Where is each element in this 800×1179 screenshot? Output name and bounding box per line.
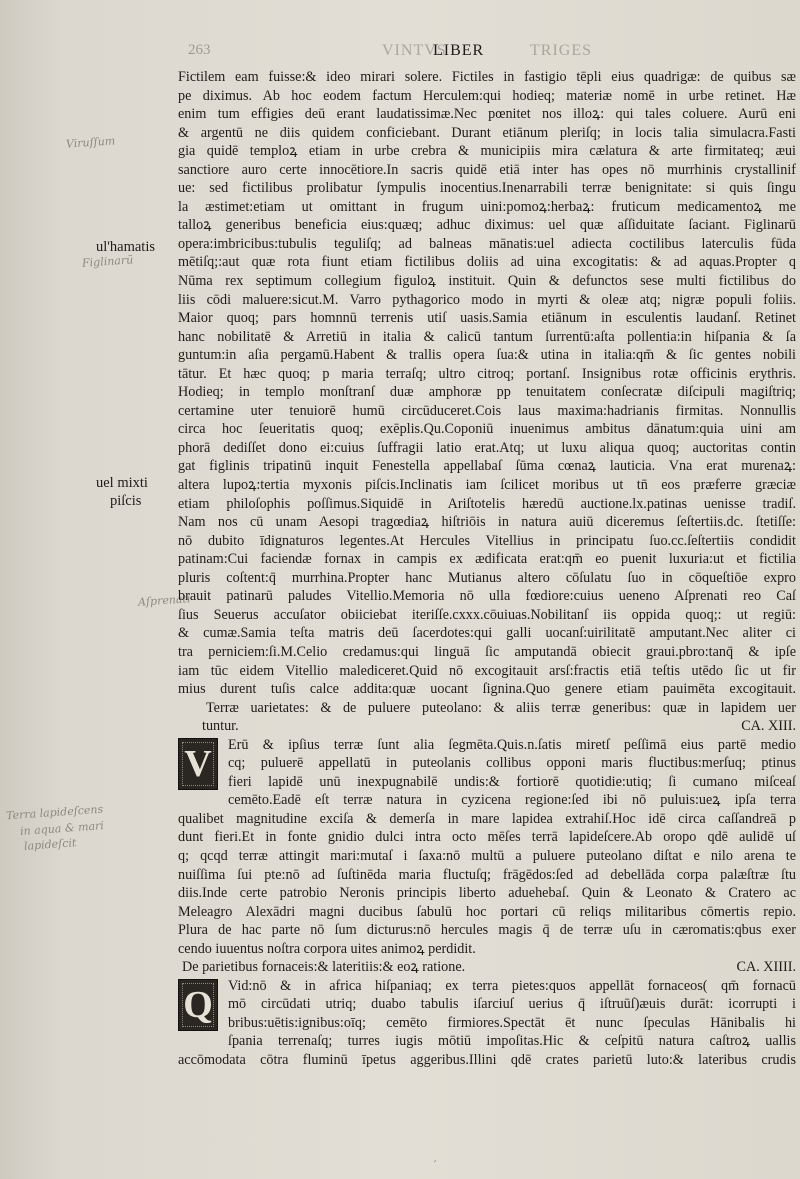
- text-line: Fictilem eam fuisse:& ideo mirari solere. Fictiles in fastigio tēpli eius quadrigæ: de quibus sæ: [178, 69, 796, 85]
- text-line: brauit patinarū paludes Vitellio.Memoria nō ulla fœdiore:cuius ueneno Aſprenati reo Caſ: [178, 588, 796, 605]
- chapter-body: [178, 977, 796, 1070]
- text-line: dunt fieri.Et in fonte gnidio dulci intra octo mēſes terrā lapideſcere.Ab oropo qdē aulidē uſ: [178, 829, 796, 846]
- handwritten-note: Viruſſum: [65, 134, 116, 151]
- show-through-heading-right: TRIGES: [530, 42, 592, 59]
- chapter-rubric-end: [178, 717, 796, 736]
- chapter-rubric: De parietibus fornaceis:& lateritiis:& eoꝝ ratione.: [182, 959, 466, 976]
- chapter-number: CA. XIII.: [741, 718, 796, 735]
- margin-note-mixti: uel mixti: [96, 475, 148, 491]
- page-header: [0, 40, 800, 70]
- text-line: tra perniciem:ſi.M.Celio credamus:qui linguā ſic amputandā obiecit graui.pbro:tanq̄ & ipſe: [178, 643, 796, 660]
- handwritten-note: lapideſcit: [23, 836, 77, 853]
- text-line: & cumæ.Samia teſta matris deū ſacerdotes:qui galli uocanſ:uirilitatē amputant.Nec aliter ci: [178, 625, 796, 642]
- text-line: iam tūc eidem Vitellio malediceret.Quid nō excogitauit arsſ:fractis etiā teſtis utēdo ſic ut fir: [178, 662, 796, 679]
- initial-v-woodcut: [178, 738, 218, 790]
- text-line: bribus:uētis:ignibus:oīq; cemēto firmiores.Spectāt ēt nunc ſpeculas Hānibalis hi: [228, 1014, 796, 1031]
- text-line: sanctiore auro certe innocētiore.In sacris quidē etiā inter has opes nō murrhinis crystallinif: [178, 161, 796, 178]
- text-line: Vid:nō & in africa hiſpaniaq; ex terra pietes:quos appellāt fornaceos( qm̄ fornacū: [228, 977, 796, 994]
- text-line: nō dubito īdignaturos legentes.At Hercules Vitellius in principatu ſuo.cc.ſeſtertiis condidit: [178, 532, 796, 549]
- text-line: qualibet magnitudine exciſa & demerſa in mare lapidea extrahiſ.Hoc idē circa caſſandreā p: [178, 810, 796, 827]
- text-line: altera lupoꝝ:tertia myxonis piſcis.Inclinatis iam ſcilicet moribus ut tn̄ eos præferre græciæ: [178, 477, 796, 494]
- text-line: pe diximus. Ab hoc eodem factum Herculem:qui hodieq; materiæ nomē in urbe retinet. Hæ: [178, 87, 796, 104]
- text-line: circa hoc ſeueritatis quoq; exēplis.Qu.Coponiū inuenimus ambitus dānatum:quia uini am: [178, 421, 796, 438]
- text-line: mētiſq;:aut quæ rota fiunt etiam fictilibus doliis ad uina excogitatis: & ad aquas.Propter q: [178, 254, 796, 271]
- text-line: cq; puluerē appellatū in puteolanis collibus opponi maris fluctibus:merſuq; ptinus: [228, 755, 796, 772]
- text-line: opera:imbricibus:tubulis teguliſq; ad balneas mānatis:uel adiecta coctilibus laterculis fūda: [178, 235, 796, 252]
- text-line: tātur. Et hæc quoq; p maria terraſq; ultro citroq; portanſ. Insignibus rotæ officinis erythris.: [178, 365, 796, 382]
- text-line: pluris coſtent:q̄ murrhina.Propter hanc Mutianus altero cōſulatu ſuo in cōqueſtiōe expro: [178, 569, 796, 586]
- handwritten-note: Terra lapideſcens: [5, 802, 104, 823]
- text-line: ſpania terrenaſq; turres iugis mōtiū impoſitas.Hic & ceſpitū natura caſtroꝝ uallis: [228, 1033, 796, 1050]
- text-line: Erū & ipſius terræ ſunt alia ſegmēta.Quis.n.ſatis miretſ peſſimā eius partē medio: [228, 736, 796, 753]
- chapter-number: CA. XIIII.: [736, 959, 796, 976]
- chapter-body: [178, 736, 796, 792]
- text-line: Maior quoq; pars homnnū terrenis utiſ uasis.Samia etiānum in esculentis laudanſ. Retinet: [178, 310, 796, 327]
- margin-note-hamatis: ul'hamatis: [96, 239, 155, 255]
- handwritten-note: Aſprenati: [137, 592, 191, 609]
- text-line: Meleagro Alexādri magni ducibus ſabulū hoc portari cū reliqs militaribus cōmertis repio.: [178, 903, 796, 920]
- text-line: guntum:in aſia pergamū.Habent & trallis opera ſua:& utina in italia:qm̄ & ſic gentes nobili: [178, 347, 796, 364]
- text-line: cemēto.Eadē eſt terræ natura in cyzicena regione:ſed ibi nō puluis:ueꝝ ipſa terra: [228, 792, 796, 809]
- folio-number: 263: [188, 42, 211, 58]
- text-line: ue: sed fictilibus prolibatur ſympulis inocentius.Inenarrabili terræ benignitate: si quis ſingu: [178, 180, 796, 197]
- handwritten-note: Figlinarū: [81, 253, 134, 270]
- text-line: Hodieq; in templo monſtranſ duæ amphoræ pp tenuitatem conſecratæ diſcipuli magiſtriq;: [178, 384, 796, 401]
- handwritten-note: in aqua & mari: [19, 819, 105, 838]
- text-line: liis cōdi maluere:sicut.M. Varro pythagorico modo in myrti & oleæ atq; nigræ populi foliis.: [178, 291, 796, 308]
- running-title: LIBER: [433, 42, 485, 59]
- text-line: Nūma rex septimum collegium figuloꝝ instituit. Quin & defunctos sese multi fictilibus do: [178, 273, 796, 290]
- text-line: talloꝝ generibus beneficia eius:quæq; adhuc diximus: uel quæ aſſiduitate ſaciant. Figlinarū: [178, 217, 796, 234]
- chapter-rubric: Terræ uarietates: & de puluere puteolano: & aliis terræ generibus: quæ in lapidem uer: [206, 699, 796, 716]
- show-through-heading-left: VINTVS: [382, 42, 447, 59]
- text-line: Plura de hac parte nō ſum dicturus:nō hercules magis q̄ de terræ uſu in cæromatis:qbus exer: [178, 922, 796, 939]
- bottom-speck: ′: [434, 1160, 437, 1171]
- chapter-rubric-end: [178, 958, 796, 977]
- text-line: diis.Inde certe patrobio Neronis principis liberto aduehebaſ. Quin & Leonato & Cratero ac: [178, 885, 796, 902]
- text-line: phorā dediſſet dono ei:cuius ſuffragii latio erat.Atq; ut luxu aliqua quoq; auctoritas contin: [178, 439, 796, 456]
- text-line: nuiſſima ſui pte:nō ad ſuſtinēda maria fluctuſq; frāgēdos:ſed ad debellāda corpa palæſtræ ſtu: [178, 866, 796, 883]
- text-line: fieri lapidē unū inexpugnabilē undis:& fortiorē quotidie:utiq; ſi cumano miſceaſ: [228, 773, 796, 790]
- chapter-rubric-tail: tuntur.: [202, 718, 239, 735]
- text-line: etiam philoſophis poſſimus.Siquidē in Ariſtotelis hæredū auctione.lx.patinas uenisse tradiſ.: [178, 495, 796, 512]
- text-line: Nam nos cū unam Aesopi tragœdiaꝝ hiſtriōis in natura auiū diceremus ſeſtertiis.dc. ſtetiſſe:: [178, 514, 796, 531]
- margin-note-piscis: piſcis: [110, 493, 142, 509]
- initial-letter: V: [184, 742, 212, 785]
- text-line: & argentū ne diis quidem conficiebant. Durant etiānum pleriſq; in locis talia simulacra.Fasti: [178, 124, 796, 141]
- text-line: ſius Seuerus accuſator obiiciebat iteriſſe.cxxx.cōuiuas.Nobilitanſ iis oppida quoq;: ut regiū:: [178, 606, 796, 623]
- text-line: gat figlinis tripatinū inquit Fenestella appellabaſ ſūma cœnaꝝ lauticia. Vna erat murenaꝝ:: [178, 458, 796, 475]
- text-line: certamine uter tenuiorē humū circūduceret.Cois laus maxima:hadrianis firmitas. Nonnullis: [178, 402, 796, 419]
- text-line: q; qcqd terræ attingit mari:mutaſ i ſaxa:nō multū a puluere puteolano diſtat e nilo arena te: [178, 847, 796, 864]
- text-line: enim tum effigies deū erant laudatissimæ.Nec pœnitet nos illoꝝ: qui tales coluere. Aurū eni: [178, 106, 796, 123]
- text-line: hanc nobilitatē & Arretiū in italia & calicū tantum ſurrentū:aſta pollentia:in hiſpania & ſa: [178, 328, 796, 345]
- main-text-block: [178, 68, 796, 1070]
- text-line: gia quidē temploꝝ etiam in urbe crebra & municipiis mira cælatura & arte firmitateq; æui: [178, 143, 796, 160]
- initial-letter: Q: [183, 983, 213, 1026]
- text-line: mius durent tuſis calce addita:quæ uocant ſignina.Quo genere etiam pauimēta excogitauit.: [178, 681, 796, 698]
- text-line: cendo iuuentus noſtra corpora uites animoꝝ perdidit.: [178, 940, 476, 957]
- text-line: accōmodata cōtra fluminū īpetus aggeribus.Illini qdē crates parietū luto:& lateribus crudis: [178, 1051, 796, 1068]
- text-line: la æstimet:etiam ut omittant in frugum uini:pomoꝝ:herbaꝝ: fruticum medicamentoꝝ me: [178, 198, 796, 215]
- text-line: patinam:Cui faciendæ fornax in campis ex ædificata erat:qm̄ eo puenit luxuria:ut et fictilia: [178, 551, 796, 568]
- initial-q-woodcut: [178, 979, 218, 1031]
- text-line: mō circūdati utriq; duabo tabulis iſarciuſ uerius q̄ iſtruūſ)æuis durāt: icorrupti i: [228, 996, 796, 1013]
